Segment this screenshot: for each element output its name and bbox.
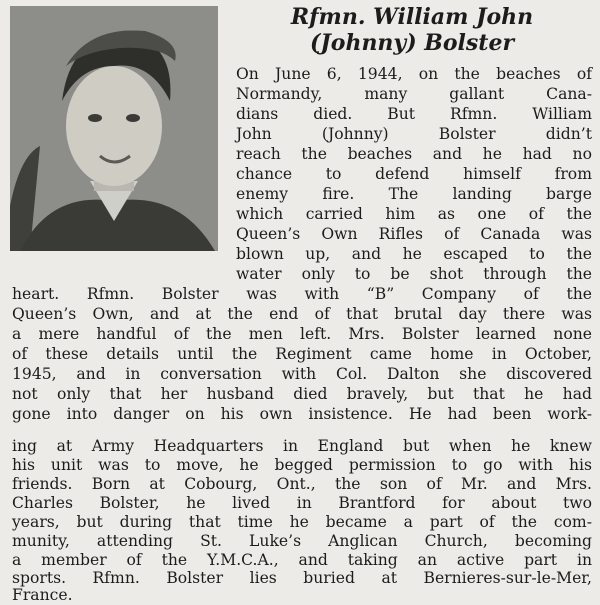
body-line: ing at Army Headquarters in England but when he knew [12, 437, 592, 455]
body-line: friends. Born at Cobourg, Ont., the son of Mr. and Mrs. [12, 475, 592, 493]
body-line: a mere handful of the men left. Mrs. Bolster learned none [12, 325, 592, 343]
body-line: Normandy, many gallant Cana- [236, 85, 592, 103]
body-line: Queen’s Own Rifles of Canada was [236, 225, 592, 243]
body-line: reach the beaches and he had no [236, 145, 592, 163]
body-line: gone into danger on his own insistence. He had been work- [12, 405, 592, 423]
body-line: munity, attending St. Luke’s Anglican Church, becoming [12, 532, 592, 550]
soldier-portrait-image [10, 6, 218, 251]
title-line-2: (Johnny) Bolster [309, 30, 515, 56]
body-line: 1945, and in conversation with Col. Dalton she discovered [12, 365, 592, 383]
body-line: years, but during that time he became a part of the com- [12, 513, 592, 531]
body-line: not only that her husband died bravely, but that he had [12, 385, 592, 403]
body-line: which carried him as one of the [236, 205, 592, 223]
body-line: heart. Rfmn. Bolster was with “B” Company of the [12, 285, 592, 303]
body-line: blown up, and he escaped to the [236, 245, 592, 263]
body-line: sports. Rfmn. Bolster lies buried at Bernieres-sur-le-Mer, [12, 569, 592, 587]
title-line-1: Rfmn. William John [290, 4, 534, 30]
body-line: of these details until the Regiment came home in October, [12, 345, 592, 363]
body-line: chance to defend himself from [236, 165, 592, 183]
body-line: John (Johnny) Bolster didn’t [236, 125, 592, 143]
portrait-photo [10, 6, 218, 251]
body-line: dians died. But Rfmn. William [236, 105, 592, 123]
body-line: On June 6, 1944, on the beaches of [236, 65, 592, 83]
body-line: a member of the Y.M.C.A., and taking an active part in [12, 551, 592, 569]
body-line: France. [12, 586, 73, 604]
body-line: water only to be shot through the [236, 265, 592, 283]
body-line: his unit was to move, he begged permission to go with his [12, 456, 592, 474]
body-line: Charles Bolster, he lived in Brantford for about two [12, 494, 592, 512]
body-line: enemy fire. The landing barge [236, 185, 592, 203]
body-line: Queen’s Own, and at the end of that brutal day there was [12, 305, 592, 323]
